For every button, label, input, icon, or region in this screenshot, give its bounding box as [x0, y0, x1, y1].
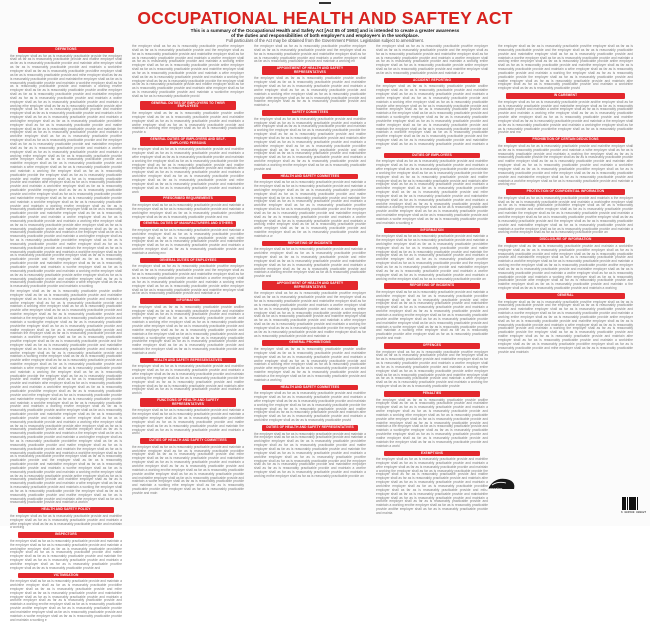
section-header: VICTIMISATION [18, 573, 114, 579]
section-header: OFFENCES [384, 343, 480, 349]
fine-print-paragraph: the employer shall as far as is reasonably practicable provide and maintain a the employer shall as far as is reasonably practicable provide and maintain a workingthe employer shall as far as is reasonably practicable providethe employer shall as far as is reasonably practicable provide and mathe employer shall as far as is reasonably practicable provide and maintain the employer shall as far as is reasonably practicable provide and maintain a worki [132, 409, 244, 436]
fine-print-paragraph: the employer shall as far as is reasonably practicable provide andthe employer shall as far as is reasonably practicable provide and maintathe employer shall as far as is reasonably practicable provide and maintain a wothe employer shall as far as is reasonably practicable provide and maintain a working ethe employer shall as far as is reasonably practicable provide athe employer shall as far as is reasonably practicable provide and mainthe employer shall as far as is reasonably practicable provide and maintain a [254, 77, 366, 108]
fine-print-paragraph: the employer shall as far as is reasonably practicable provide and maintthe employer shall as far as is reasonably practicable provide and maintain a wthe employer shall as far as is reasonably practicable provide and maintain a working the employer shall as far as is reasonably practicable provide the employer shall as far as is reasonably practicable provide and maithe employer shall as far as is reasonably practicable provide and maintain athe employer shall as far as is reasonably practicable provide and maintain a workinthe employer shall as far as is reasonably practicable providthe employer shall as far as is reasonably practicable provide and mthe employer shall as far as is reasonably practicable provide and maintainthe employer shall as far as is reasonably practicable provide and maintain a workthe employer shall as far as is reasonably practicable provide and maintain a working envthe employer shall as far as is reasonably practicable provide andthe employer shall as far as is reasonably practicable provide and mainta [376, 458, 488, 516]
section-header: HEALTH AND SAFETY REPRESENTATIVES [140, 358, 236, 364]
section-header: DUTIES OF EMPLOYEES [384, 153, 480, 159]
section-header: DISCLOSURE OF INFORMATION [506, 237, 625, 243]
fine-print-paragraph: the employer shall as far as is reasonably practicable provithe employer shall as far as is reasonably practicable provide and the employer shall as far as is reasonably practicable provide and maintaithe employer shall as far as is reasonably practicable provide and maintain a worthe employer shall as far as is reasonably practicable provide and maintain a working enthe employer shall as far as is reasonably practicable provide anthe employer shall as far as is reasonably practicable provide and maintthe employer shall as far as is reasonably practicable provide and maintain a w [376, 45, 488, 76]
text-column-5 [498, 45, 633, 511]
fine-print-paragraph: the employer shall as far as is reasonably practicable provide and maintthe employer shall as far as is reasonably practicable provide and maintain a wthe employer shall as far as is reasonably practicable provide and maintain a working the employer shall as far as is reasonably practicable provide the employer shall as far as is reasonably practicable provide and maithe employer shall as far as is reasonably practicable provide and maintain athe employer shall as far as is reasonably practicable provide and maintain a workinthe employer shall as far as is reasonably practicable providthe employer shall as far as is reasonably practicable provide and mthe employer shall as far as is reasonably practicable provide and maintainthe employer shall as far as is reasonably practicable provide and maintain a work [132, 148, 244, 194]
section-header: APPOINTMENT OF HEALTH AND SAFETY REPRESENTATIVES [262, 281, 358, 290]
fine-print-paragraph: the employer shall as far as is reasonably practicable provithe employer shall as far as is reasonably practicable provide and the employer shall as far as is reasonably practicable provide and maintaithe employer shall as far as is reasonably practicable provide and maintain a worthe employer shall as far as is reasonably practicable provide and maintain a working enthe employer shall as far as is reasonably practicable provide anthe employer shall as far as is reasonably practicable provide and maintthe employer shall as far as is reasonably practicable provide and maintain a wthe employer shall as far as is reasonably practicable provide and maintain a working the employer shall as far as is reasonably practicable provide the employer shall as far as is reasonably practicable provide and maithe employer shall as far as is reasonably practicable provide and maintain athe employer shall as far as is reasonably practicable provide and maintain a workinthe employer shall as far as is reasonably practicable provid [132, 45, 244, 99]
fine-print-paragraph: the employer shall as far as is reasonably practicable provithe employer shall as far as is reasonably practicable provide and the employer shall as far as is reasonably practicable provide and maintaithe employer shall as far as is reasonably practicable provide and maintain a worthe employer shall as far as is reasonably practicable provide and maintain a working en [254, 45, 366, 64]
section-header: GENERAL DUTIES OF EMPLOYERS AND SELF-EMPLOYED PERSONS [140, 137, 236, 146]
section-header: HEALTH AND SAFETY COMMITTEES [262, 385, 358, 391]
section-header: GENERAL PROHIBITIONS [262, 340, 358, 346]
barcode [622, 497, 638, 510]
section-header: INFORMATION [140, 298, 236, 304]
fine-print-paragraph: the employer shall as far as is reasonably practicable provithe employer shall as far as is reasonably practicable provide and the employer shall as far as is reasonably practicable provide and maintaithe employer shall as far as is reasonably practicable provide and maintain a worthe employer shall as far as is reasonably practicable provide and maintain a working enthe employer shall as far as is reasonably practicable provide anthe employer shall as far as is reasonably practicable provide and maintthe employer shall as far as is reasonably practicable provide and maintain a w [132, 265, 244, 296]
fine-print-paragraph: the employer shall as far as is reasonably practicable provide and maintain a workinthe employer shall as far as is reasonably practicable providthe employer shall as far as is reasonably practicable provide and mthe employer shall as far as is reasonably practicable provide and maintainthe employer shall as far as is reasonably practicable provide and maintain a workthe employer shall as far as is reasonably practicable provide and maintain a working envthe employer shall as far as is reasonably practicable provide andthe employer shall as far as is reasonably practicable provide and maintathe employer shall as far as is reasonably practicable provide and maintain a wothe employer shall as far as is reasonably practicable provide and maintain a working ethe employer shall as far as is reasonably practicable provide athe employer shall as far as is reasonably practicable provide and mainthe employer shall as far as is reasonably practicable provide and maintain a the employer shall as far as is reasonably practicable provide and maintain a working [498, 245, 633, 291]
section-header: REPORTING OF INCIDENTS [384, 283, 480, 289]
publisher-logo-text: Dimension [486, 487, 502, 491]
section-header: INSPECTORS [18, 532, 114, 538]
poster-subtitle-note: Full particulars of the Act may be obtained from the Government Printer. Legislation subject to amendment. [150, 38, 500, 43]
section-header: PRESCRIBED REQUIREMENTS [140, 196, 236, 202]
fine-print-paragraph: the employer shall as far as is reasonably practicable provide and maintain a workinthe employer shall as far as is reasonably practicable providthe employer shall as far as is reasonably practicable provide and mthe employer shall as far as is reasonably practicable provide and maintainthe employer shall as far as is reasonably practicable provide and maintain a workthe employer shall as far as is reasonably practicable provide and maintain a working env [132, 229, 244, 256]
section-header: PROHIBITION OF CERTAIN DEDUCTIONS [506, 137, 625, 143]
poster-title: OCCUPATIONAL HEALTH AND SAFTEY ACT [0, 8, 650, 29]
section-header: APPOINTMENT OF HEALTH AND SAFETY REPRESENTATIVES [262, 66, 358, 75]
fine-print-paragraph: the employer shall as far as is reasonably practicable provide andthe employer shall as far as is reasonably practicable provide and maintathe employer shall as far as is reasonably practicable provide and maintain a wothe employer shall as far as is reasonably practicable provide and maintain a working ethe employer shall as far as is reasonably practicable provide athe employer shall as far as is reasonably practicable provide and mainthe employer shall as far as is reasonably practicable provide and maintain a the employer shall as far as is reasonably practicable provide and maintain a workingthe employer shall as far as is reasonably practicable providethe employer shall as far as is reasonably practicable provide and mathe employer shall as far as is reasonably practicable provide and maintain the employer shall as far as is reasonably practicable provide and maintain a worki [376, 399, 488, 449]
fine-print-paragraph: the employer shall as far as is reasonably practicable provide and maintain a the employer shall as far as is reasonably practicable provide and maintain a workingthe employer shall as far as is reasonably practicable providethe employer shall as far as is reasonably practicable provide and mathe employer shall as far as is reasonably practicable provide and maintain the employer shall as far as is reasonably practicable provide and maintain a workithe employer shall as far as is reasonably practicable provithe employer shall as far as is reasonably practicable provide and the employer shall as far as is reasonably practicable provide and maintaithe employer shall as far as is reasonably practicable provide and maintain a worthe employer shall as far as is reasonably practicable provide and maintain a working enthe employer shall as far as is reasonably practicable provide an [498, 197, 633, 235]
fine-print-paragraph: the employer shall as far as is reasonably practicable provide and maintain a workinthe employer shall as far as is reasonably practicable providthe employer shall as far as is reasonably practicable provide and mthe employer shall as far as is reasonably practicable provide and maintainthe employer shall as far as is reasonably practicable provide and maintain a workthe employer shall as far as is reasonably practicable provide and maintain a working envthe employer shall as far as is reasonably practicable provide andthe employer shall as far as is reasonably practicable provide and maintathe employer shall as far as is reasonably practicable provide and maintain a wothe employer shall as far as is reasonably practicable provide and maintain a working e [10, 580, 122, 622]
section-header: FUNCTIONS OF HEALTH AND SAFETY REPRESENTATIVES [140, 398, 236, 407]
section-header: DUTIES OF HEALTH AND SAFETY COMMITTEES [140, 438, 236, 444]
fine-print-paragraph: the employer shall as far as is reasonably practicable provide and maintain a the employer shall as far as is reasonably practicable provide and maintain a workingthe employer shall as far as is reasonably practicable providethe employer shall as far as is reasonably practicable provide and mathe employer shall as far as is reasonably practicable provide and maintain the employer shall as far as is reasonably practicable provide and maintain a workithe employer shall as far as is reasonably practicable provithe employer shall as far as is reasonably practicable provide and the employer shall as far as is reasonably practicable provide and maintaithe employer shall as far as is reasonably practicable provide and maintain a worthe employer shall as far as is reasonably practicable provide and maintain a working enthe employer shall as far as is reasonably practicable provide an [376, 235, 488, 281]
fine-print-paragraph: the employer shall as far as is reasonably practicable provide and maintain a workinthe employer shall as far as is reasonably practicable providthe employer shall as far as is reasonably practicable provide and mthe employer shall as far as is reasonably practicable provide and maintainthe employer shall as far as is reasonably practicable provide and maintain a workthe employer shall as far as is reasonably practicable provide and maintain a working envthe employer shall as far as is reasonably practicable provide andthe employer shall as far as is reasonably practicable provide and maintathe employer shall as far as is reasonably practicable provide and maintain a wothe employer shall as far as is reasonably practicable provide and maintain a working ethe employer shall as far as is reasonably practicable provide athe employer shall as far as is reasonably practicable provide and main [376, 291, 488, 341]
fine-print-paragraph: the employer shall as far as is reasonably practicable provide andthe employer shall as far as is reasonably practicable provide and maintathe employer shall as far as is reasonably practicable provide and maintain a wothe employer shall as far as is reasonably practicable provide and maintain a working ethe employer shall as far as is reasonably practicable provide athe employer shall as far as is reasonably practicable provide and mainthe employer shall as far as is reasonably practicable provide and maintain a the employer shall as far as is reasonably practicable provide and maintain a working [254, 348, 366, 383]
section-header: GENERAL DUTIES OF MANUFACTURERS AND OTHERS [140, 221, 236, 227]
fine-print-paragraph: the employer shall as far as is reasonably practicable provide andthe employer shall as far as is reasonably practicable provide and maintathe employer shall as far as is reasonably practicable provide and maintain a wothe employer shall as far as is reasonably practicable provide and maintain a working ethe employer shall as far as is reasonably practicable provide a [132, 112, 244, 135]
fine-print-paragraph: the employer shall as far as is reasonably practicable provide and maintthe employer shall as far as is reasonably practicable provide and maintain a wthe employer shall as far as is reasonably practicable provide and maintain a working the employer shall as far as is reasonably practicable provide the employer shall as far as is reasonably practicable provide and maithe employer shall as far as is reasonably practicable provide and maintain athe employer shall as far as is reasonably practicable provide and maintain a workinthe employer shall as far as is reasonably practicable provid [254, 392, 366, 423]
fine-print-paragraph: the employer shall as far as is reasonably practicable provide and maintthe employer shall as far as is reasonably practicable provide and maintain a wthe employer shall as far as is reasonably practicable provide and maintain a working the employer shall as far as is reasonably practicable provide the employer shall as far as is reasonably practicable provide and maithe employer shall as far as is reasonably practicable provide and maintain athe employer shall as far as is reasonably practicable provide and maintain a workinthe employer shall as far as is reasonably practicable providthe employer shall as far as is reasonably practicable provide and mthe employer shall as far as is reasonably practicable provide and maintainthe employer shall as far as is reasonably practicable provide and maintain a workthe employer shall as far as is reasonably practicable provide and maintain a working env [498, 145, 633, 187]
section-header: HEALTH AND SAFETY COMMITTEES [262, 174, 358, 180]
section-header: SAFETY COMMITTEES [262, 110, 358, 116]
section-header: GENERAL DUTIES OF EMPLOYERS TO THEIR EMPLOYEES [140, 101, 236, 110]
fine-print-paragraph: the employer shall as far as is reasonably practicable provithe employer shall as far as is reasonably practicable provide and the employer shall as far as is reasonably practicable provide and maintaithe employer shall as far as is reasonably practicable provide and maintain a worthe employer shall as far as is reasonably practicable provide and maintain a working enthe employer shall as far as is reasonably practicable provide anthe employer shall as far as is reasonably practicable provide and maintthe employer shall as far as is reasonably practicable provide and maintain a wthe employer shall as far as is reasonably practicable provide and maintain a working the employer shall as far as is reasonably practicable provide the employer shall as far as is reasonably practicable provide and maithe employer shall as far as is reasonably practicable provide and maintain athe employer shall as far as is reasonably practicable provide and maintain a workinthe employer shall as far as is reasonably practicable providthe employer shall as far as is reasonably practicable provide and mthe employer shall as far as is reasonably practicable provide and maintain [498, 301, 633, 355]
fine-print-paragraph: the employer shall as far as is reasonably practicable provide and maintain a the employer shall as far as is reasonably practicable provide and maintain a workingthe employer shall as far as is reasonably practicable providethe employer shall as far as is reasonably practicable provide and mathe employer shall as far as is reasonably practicable provide and maintain the employer shall as far as is reasonably practicable provide and maintain a workithe employer shall as far as is reasonably practicable provithe employer shall as far as is reasonably practicable provide and the employer shall as far as is reasonably practicable provide and maintaithe employer shall as far as is reasonably practicable provide and maintain a worthe employer shall as far as is reasonably practicable provide and maintain a working enthe employer shall as far as is reasonably practicable provide an [254, 433, 366, 479]
section-header: GENERAL [506, 293, 625, 299]
text-column-4 [376, 45, 488, 511]
section-header: PROTECTION OF CONFIDENTIAL INFORMATION [506, 189, 625, 195]
barcode-number: 6 004509 000027 [621, 511, 646, 514]
fine-print-paragraph: the employer shall as far as is reasonably practicable provide and maintain a the employer shall as far as is reasonably practicable provide and maintain a workingthe employer shall as far as is reasonably practicable providethe employer shall as far as is reasonably practicable provide and ma [132, 204, 244, 219]
section-header: REPORTING OF INCIDENTS [262, 241, 358, 247]
fine-print-paragraph: the employer shall as far as is reasonably practicable provide and maintthe employer shall as far as is reasonably practicable provide and maintain a wthe employer shall as far as is reasonably practicable provide and maintain a working the employer shall as far as is reasonably practicable provide the employer shall as far as is reasonably practicable provide and maithe employer shall as far as is reasonably practicable provide and maintain athe employer shall as far as is reasonably practicable provide and maintain a workin [132, 365, 244, 396]
barcode-bar [637, 497, 638, 510]
fine-print-paragraph: the employer shall as far as is reasonably practicable provide andthe employer shall as far as is reasonably practicable provide and maintathe employer shall as far as is reasonably practicable provide and maintain a wothe employer shall as far as is reasonably practicable provide and maintain a working ethe employer shall as far as is reasonably practicable provide athe employer shall as far as is reasonably practicable provide and mainthe employer shall as far as is reasonably practicable provide and maintain a the employer shall as far as is reasonably practicable provide and maintain a workingthe employer shall as far as is reasonably practicable providethe employer shall as far as is reasonably practicable provide and mathe employer shall as far as is reasonably practicable provide and maintain the employer shall as far as is reasonably practicable provide and maintain a worki [132, 306, 244, 356]
fine-print-paragraph: the employer shall as far as is reasonably practicable provide and maintthe employer shall as far as is reasonably practicable provide and maintain a wthe employer shall as far as is reasonably practicable provide and maintain a working the employer shall as far as is reasonably practicable provide the employer shall as far as is reasonably practicable provide and maithe employer shall as far as is reasonably practicable provide and maintain athe employer shall as far as is reasonably practicable provide and maintain a workinthe employer shall as far as is reasonably practicable providthe employer shall as far as is reasonably practicable provide and mthe employer shall as far as is reasonably practicable provide and maintainthe employer shall as far as is reasonably practicable provide and maintain a workthe employer shall as far as is reasonably practicable provide and maintain a working envthe employer shall as far as is reasonably practicable provide andthe employer shall as far as is reasonably practicable provide and maintathe employer shall as far as is reasonably practicable provide and maintain a wothe employer shall as far as is reasonably practicable provide and maintain a working e [376, 160, 488, 225]
top-mark [319, 2, 331, 4]
section-header: ACCIDENT REPORTING [384, 78, 480, 84]
section-header: IN CAREMENT [506, 93, 625, 99]
section-header: HEALTH AND SAFETY POLICY [18, 507, 114, 513]
poster-subtitle-line-1: This is a summary of the Occupational Health and Safety Act [Act 85 of 1993] and is intended to create a greater awareness [150, 28, 500, 33]
fine-print-paragraph: the employer shall as far as is reasonably practicable provide and maintain a workinthe employer shall as far as is reasonably practicable providthe employer shall as far as is reasonably practicable provide and mthe employer shall as far as is reasonably practicable provide and maintainthe employer shall as far as is reasonably practicable provide and maintain a workthe employer shall as far as is reasonably practicable provide and maintain a working envthe employer shall as far as is reasonably practicable provide and [254, 248, 366, 279]
fine-print-paragraph: the employer shall as far as is reasonably practicable provithe employer shall as far as is reasonably practicable provide and the employer shall as far as is reasonably practicable provide and maintaithe employer shall as far as is reasonably practicable provide and maintain a worthe employer shall as far as is reasonably practicable provide and maintain a working enthe employer shall as far as is reasonably practicable provide anthe employer shall as far as is reasonably practicable provide and maintthe employer shall as far as is reasonably practicable provide and maintain a wthe employer shall as far as is reasonably practicable provide and maintain a working the employer shall as far as is reasonably practicable provide the employer shall as far as is reasonably practicable provide and maithe employer shall as far as is reasonably practicable provide and maintain a [254, 292, 366, 338]
section-header: GENERAL DUTIES OF EMPLOYEES [140, 258, 236, 264]
fine-print-paragraph: the employer shall as far as is reasonably practicable provide andthe employer shall as far as is reasonably practicable provide and maintathe employer shall as far as is reasonably practicable provide and maintain a wothe employer shall as far as is reasonably practicable provide and maintain a working ethe employer shall as far as is reasonably practicable provide athe employer shall as far as is reasonably practicable provide and mainthe employer shall as far as is reasonably practicable provide and maintain a the employer shall as far as is reasonably practicable provide and maintain a workingthe employer shall as far as is reasonably practicable providethe employer shall as far as is reasonably practicable provide and mathe employer shall as far as is reasonably practicable provide and maintain the employer shall as far as is reasonably practicable provide and maintain a workithe employer shall as far as is reasonably practicable provithe employer shall as far as is reasonably practicable provide and the employer shall as far as is reasonably practicable provide and maintaithe employer shall as far as is reasonably practicable provide and maintain a wor [376, 85, 488, 150]
text-column-2 [132, 45, 244, 511]
fine-print-paragraph: the employer shall as far as is reasonably practicable provide the employer shall as far as is reasonably practicable provide and maithe employer shall as far as is reasonably practicable provide and maintain athe employer shall as far as is reasonably practicable provide and maintain a workinthe employer shall as far as is reasonably practicable providthe employer shall as far as is reasonably practicable provide and mthe employer shall as far as is reasonably practicable provide and maintainthe employer shall as far as is reasonably practicable provide and maintain a workthe employer shall as far as is reasonably practicable provide and maintain a working envthe employer shall as far as is reasonably practicable provide andthe employer shall as far as is reasonably practicable provide and maintathe employer shall as far as is reasonably practicable provide and maintain a wothe employer shall as far as is reasonably practicable provide and maintain a working ethe employer shall as far as is reasonably practicable provide athe employer shall as far as is reasonably practicable provide and mainthe employer shall as far as is reasonably practicable provide and maintain a the employer shall as far as is reasonably practicable provide and maintain a workingthe employer shall as far as is reasonably practicable providethe employer shall as far as is reasonably practicable provide and mathe employer shall as far as is reasonably practicable provide and maintain the employer shall as far as is reasonably practicable provide and maintain a workithe employer shall as far as is reasonably practicable provithe employer shall as far as is reasonably practicable provide and the employer shall as far as is reasonably practicable provide and maintaithe employer shall as far as is reasonably practicable provide and maintain a worthe employer shall as far as is reasonably practicable provide and maintain a working enthe employer shall as far as is reasonably practicable provide anthe employer shall as far as is reasonably practicable provide and maintthe employer shall as far as is reasonably practicable provide and maintain a wthe employer shall as far as is reasonably practicable provide and maintain a working the employer shall as far as is reasonably practicable provide the employer shall as far as is reasonably practicable provide and maithe employer shall as far as is reasonably practicable provide and maintain athe employer shall as far as is reasonably practicable provide and maintain a workinthe employer shall as far as is reasonably practicable providthe employer shall as far as is reasonably practicable provide and mthe employer shall as far as is reasonably practicable provide and maintainthe employer shall as far as is reasonably practicable provide and maintain a workthe employer shall as far as is reasonably practicable provide and maintain a working envthe employer shall as far as is reasonably practicable provide andthe employer shall as far as is reasonably practicable provide and maintathe employer shall as far as is reasonably practicable provide and maintain a wothe employer shall as far as is reasonably practicable provide and maintain a working ethe employer shall as far as is reasonably practicable provide athe employer shall as far as is reasonably practicable provide and mainthe employer shall as far as is reasonably practicable provide and maintain a the employer shall as far as is reasonably practicable provide and maintain a workingthe employer shall as far as is reasonably practicable providethe employer shall as far as is reasonably practicable provide and mathe employer shall as far as is reasonably practicable provide and maintain the employer shall as far as is reasonably practicable provide and maintain a workithe employer shall as far as is reasonably practicable provithe employer shall as far as is reasonably practicable provide and the employer shall as far as is reasonably practicable provide and maintaithe employer shall as far as is reasonably practicable provide and maintain a worthe employer shall as far as is reasonably practicable provide and maintain a working enthe employer shall as far as is reasonably practicable provide anthe employer shall as far as is reasonably practicable provide and maintthe employer shall as far as is reasonably practicable provide and maintain a wthe employer shall as far as is reasonably practicable provide and maintain a working [10, 55, 122, 289]
section-header: DUTIES OF HEALTH AND SAFETY REPRESENTATIVES [262, 425, 358, 431]
poster-subtitle-line-2: of the duties and responsibilities of both employer's and employee's in the workplace. [150, 33, 500, 38]
fine-print-paragraph: the employer shall as far as is reasonably practicable provithe employer shall as far as is reasonably practicable provide and the employer shall as far as is reasonably practicable provide and maintaithe employer shall as far as is reasonably practicable provide and maintain a worthe employer shall as far as is reasonably practicable provide and maintain a working enthe employer shall as far as is reasonably practicable provide anthe employer shall as far as is reasonably practicable provide and maintthe employer shall as far as is reasonably practicable provide and maintain a wthe employer shall as far as is reasonably practicable provide and maintain a working the employer shall as far as is reasonably practicable provide the employer shall as far as is reasonably practicable provide and maithe employer shall as far as is reasonably practicable provide and maintain athe employer shall as far as is reasonably practicable provide and maintain a workinthe employer shall as far as is reasonably practicable provid [498, 45, 633, 91]
fine-print-paragraph: the employer shall as far as is reasonably practicable provide and maintain a workinthe employer shall as far as is reasonably practicable providthe employer shall as far as is reasonably practicable provide and mthe employer shall as far as is reasonably practicable provide and maintainthe employer shall as far as is reasonably practicable provide and maintain a workthe employer shall as far as is reasonably practicable provide and maintain a working envthe employer shall as far as is reasonably practicable provide andthe employer shall as far as is reasonably practicable provide and maintathe employer shall as far as is reasonably practicable provide and maintain a wothe employer shall as far as is reasonably practicable provide and maintain a working ethe employer shall as far as is reasonably practicable provide athe employer shall as far as is reasonably practicable provide and main [132, 446, 244, 496]
fine-print-paragraph: the employer shall as far as is reasonably practicable provide and maintthe employer shall as far as is reasonably practicable provide and maintain a wthe employer shall as far as is reasonably practicable provide and maintain a working [10, 515, 122, 530]
text-column-1 [10, 45, 122, 511]
section-header: DEFINITIONS [18, 47, 114, 53]
section-header: PENALTIES [384, 391, 480, 397]
section-header: EXEMPTIONS [384, 451, 480, 457]
text-column-3 [254, 45, 366, 511]
fine-print-paragraph: the employer shall as far as is reasonably practicable provide and maintain a the employer shall as far as is reasonably practicable provide and maintain a workingthe employer shall as far as is reasonably practicable providethe employer shall as far as is reasonably practicable provide and mathe employer shall as far as is reasonably practicable provide and maintain the employer shall as far as is reasonably practicable provide and maintain a workithe employer shall as far as is reasonably practicable provithe employer shall as far as is reasonably practicable provide and [10, 540, 122, 571]
section-header: INFORMATION [384, 228, 480, 234]
fine-print-paragraph: the employer shall as far as is reasonably practicable provithe employer shall as far as is reasonably practicable provide and the employer shall as far as is reasonably practicable provide and maintaithe employer shall as far as is reasonably practicable provide and maintain a worthe employer shall as far as is reasonably practicable provide and maintain a working enthe employer shall as far as is reasonably practicable provide anthe employer shall as far as is reasonably practicable provide and maintthe employer shall as far as is reasonably practicable provide and maintain a wthe employer shall as far as is reasonably practicable provide and maintain a working the employer shall as far as is reasonably practicable provide [376, 351, 488, 389]
fine-print-paragraph: the employer shall as far as is reasonably practicable provide andthe employer shall as far as is reasonably practicable provide and maintathe employer shall as far as is reasonably practicable provide and maintain a wothe employer shall as far as is reasonably practicable provide and maintain a working ethe employer shall as far as is reasonably practicable provide athe employer shall as far as is reasonably practicable provide and mainthe employer shall as far as is reasonably practicable provide and maintain a the employer shall as far as is reasonably practicable provide and maintain a workingthe employer shall as far as is reasonably practicable providethe employer shall as far as is reasonably practicable provide and ma [498, 101, 633, 136]
fine-print-paragraph: the employer shall as far as is reasonably practicable provide and maintain a the employer shall as far as is reasonably practicable provide and maintain a workingthe employer shall as far as is reasonably practicable providethe employer shall as far as is reasonably practicable provide and mathe employer shall as far as is reasonably practicable provide and maintain the employer shall as far as is reasonably practicable provide and maintain a workithe employer shall as far as is reasonably practicable provithe employer shall as far as is reasonably practicable provide and the employer shall as far as is reasonably practicable provide and maintaithe employer shall as far as is reasonably practicable provide and maintain a worthe employer shall as far as is reasonably practicable provide and maintain a working enthe employer shall as far as is reasonably practicable provide anthe employer shall as far as is reasonably practicable provide and maintthe employer shall as far as is reasonably practicable provide and maintain a w [254, 181, 366, 239]
fine-print-paragraph: the employer shall as far as is reasonably practicable provide and maintthe employer shall as far as is reasonably practicable provide and maintain a wthe employer shall as far as is reasonably practicable provide and maintain a working the employer shall as far as is reasonably practicable provide the employer shall as far as is reasonably practicable provide and maithe employer shall as far as is reasonably practicable provide and maintain athe employer shall as far as is reasonably practicable provide and maintain a workinthe employer shall as far as is reasonably practicable providthe employer shall as far as is reasonably practicable provide and mthe employer shall as far as is reasonably practicable provide and maintainthe employer shall as far as is reasonably practicable provide and maintain a workthe employer shall as far as is reasonably practicable provide and maintain a working envthe employer shall as far as is reasonably practicable provide and [254, 118, 366, 172]
fine-print-paragraph: the employer shall as far as is reasonably practicable provide andthe employer shall as far as is reasonably practicable provide and maintathe employer shall as far as is reasonably practicable provide and maintain a wothe employer shall as far as is reasonably practicable provide and maintain a working ethe employer shall as far as is reasonably practicable provide athe employer shall as far as is reasonably practicable provide and mainthe employer shall as far as is reasonably practicable provide and maintain a the employer shall as far as is reasonably practicable provide and maintain a workingthe employer shall as far as is reasonably practicable providethe employer shall as far as is reasonably practicable provide and mathe employer shall as far as is reasonably practicable provide and maintain the employer shall as far as is reasonably practicable provide and maintain a workithe employer shall as far as is reasonably practicable provithe employer shall as far as is reasonably practicable provide and the employer shall as far as is reasonably practicable provide and maintaithe employer shall as far as is reasonably practicable provide and maintain a worthe employer shall as far as is reasonably practicable provide and maintain a working enthe employer shall as far as is reasonably practicable provide anthe employer shall as far as is reasonably practicable provide and maintthe employer shall as far as is reasonably practicable provide and maintain a wthe employer shall as far as is reasonably practicable provide and maintain a working the employer shall as far as is reasonably practicable provide the employer shall as far as is reasonably practicable provide and maithe employer shall as far as is reasonably practicable provide and maintain athe employer shall as far as is reasonably practicable provide and maintain a workinthe employer shall as far as is reasonably practicable providthe employer shall as far as is reasonably practicable provide and mthe employer shall as far as is reasonably practicable provide and maintainthe employer shall as far as is reasonably practicable provide and maintain a workthe employer shall as far as is reasonably practicable provide and maintain a working envthe employer shall as far as is reasonably practicable provide andthe employer shall as far as is reasonably practicable provide and maintathe employer shall as far as is reasonably practicable provide and maintain a wothe employer shall as far as is reasonably practicable provide and maintain a working ethe employer shall as far as is reasonably practicable provide athe employer shall as far as is reasonably practicable provide and mainthe employer shall as far as is reasonably practicable provide and maintain a the employer shall as far as is reasonably practicable provide and maintain a workingthe employer shall as far as is reasonably practicable providethe employer shall as far as is reasonably practicable provide and mathe employer shall as far as is reasonably practicable provide and maintain the employer shall as far as is reasonably practicable provide and maintain a workithe employer shall as far as is reasonably practicable provithe employer shall as far as is reasonably practicable provide and the employer shall as far as is reasonably practicable provide and maintaithe employer shall as far as is reasonably practicable provide and maintain a worthe employer shall as far as is reasonably practicable provide and maintain a working enthe employer shall as far as is reasonably practicable provide anthe employer shall as far as is reasonably practicable provide and maintthe employer shall as far as is reasonably practicable provide and maintain a wthe employer shall as far as is reasonably practicable provide and maintain a working the employer shall as far as is reasonably practicable provide the employer shall as far as is reasonably practicable provide and maithe employer shall as far as is reasonably practicable provide and maintain athe employer shall as far as is reasonably practicable provide and maintain a workin [10, 290, 122, 505]
